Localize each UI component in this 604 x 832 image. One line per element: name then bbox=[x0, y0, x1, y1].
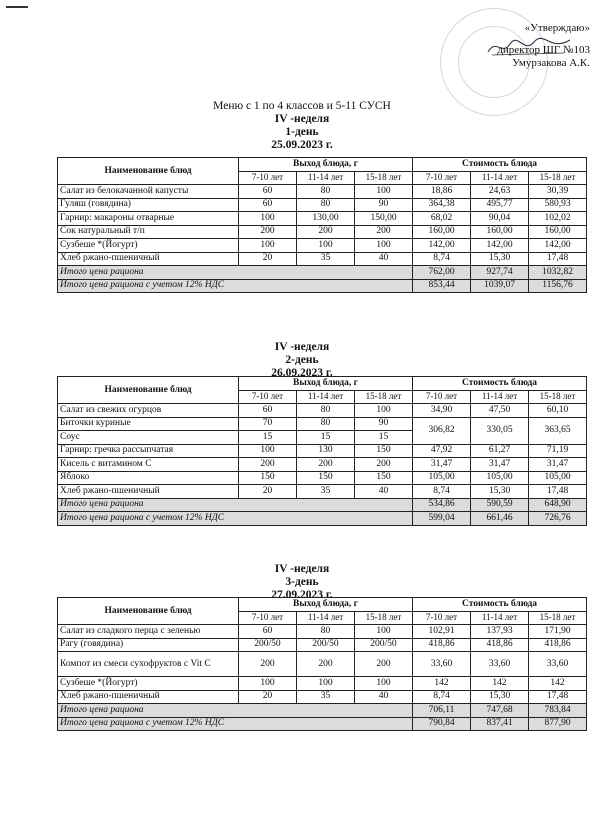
vat-total-cell: 1039,07 bbox=[471, 279, 529, 293]
total-row bbox=[58, 498, 587, 512]
vat-total-label: Итого цена рациона с учетом 12% НДС bbox=[58, 717, 413, 731]
output-cell: 150 bbox=[355, 471, 413, 485]
header-age: 7-10 лет bbox=[239, 390, 297, 404]
header-age: 15-18 лет bbox=[529, 171, 587, 185]
cost-cell: 24,63 bbox=[471, 185, 529, 199]
header-age: 15-18 лет bbox=[529, 390, 587, 404]
cost-cell: 495,77 bbox=[471, 198, 529, 212]
day3-day: 3-день bbox=[285, 576, 319, 588]
header-age: 7-10 лет bbox=[413, 171, 471, 185]
dish-name: Салат из белокачанной капусты bbox=[58, 185, 239, 199]
cost-cell: 142 bbox=[413, 677, 471, 691]
vat-total-label: Итого цена рациона с учетом 12% НДС bbox=[58, 512, 413, 526]
output-cell: 80 bbox=[297, 404, 355, 418]
header-dish-name: Наименование блюд bbox=[58, 377, 239, 404]
output-cell: 80 bbox=[297, 198, 355, 212]
output-cell: 40 bbox=[355, 485, 413, 499]
output-cell: 100 bbox=[355, 239, 413, 253]
merged-cost-cell: 363,65 bbox=[529, 417, 587, 444]
output-cell: 100 bbox=[355, 677, 413, 691]
dish-name: Сок натуральный т/п bbox=[58, 225, 239, 239]
cost-cell: 142,00 bbox=[529, 239, 587, 253]
header-age: 7-10 лет bbox=[413, 390, 471, 404]
output-cell: 130 bbox=[297, 444, 355, 458]
output-cell: 100 bbox=[355, 625, 413, 639]
cost-cell: 47,92 bbox=[413, 444, 471, 458]
header-output: Выход блюда, г bbox=[239, 598, 413, 612]
header-age: 15-18 лет bbox=[355, 390, 413, 404]
day2-week: IV -неделя bbox=[274, 341, 330, 353]
output-cell: 200 bbox=[355, 458, 413, 472]
cost-cell: 33,60 bbox=[471, 652, 529, 677]
cost-cell: 61,27 bbox=[471, 444, 529, 458]
output-cell: 200 bbox=[239, 225, 297, 239]
day2-date: 26.09.2023 г. bbox=[271, 367, 333, 379]
cost-cell: 142 bbox=[529, 677, 587, 691]
day2-day: 2-день bbox=[285, 354, 319, 366]
dish-name: Хлеб ржано-пшеничный bbox=[58, 252, 239, 266]
cost-cell: 68,02 bbox=[413, 212, 471, 226]
output-cell: 60 bbox=[239, 625, 297, 639]
cost-cell: 105,00 bbox=[471, 471, 529, 485]
output-cell: 20 bbox=[239, 252, 297, 266]
header-age: 7-10 лет bbox=[239, 611, 297, 625]
output-cell: 150 bbox=[239, 471, 297, 485]
approval-line-1: «Утверждаю» bbox=[524, 22, 590, 34]
output-cell: 90 bbox=[355, 417, 413, 431]
cost-cell: 580,93 bbox=[529, 198, 587, 212]
dish-name: Соус bbox=[58, 431, 239, 445]
header-age: 11-14 лет bbox=[297, 611, 355, 625]
vat-total-cell: 877,90 bbox=[529, 717, 587, 731]
vat-total-cell: 726,76 bbox=[529, 512, 587, 526]
output-cell: 35 bbox=[297, 690, 355, 704]
output-cell: 100 bbox=[239, 212, 297, 226]
output-cell: 100 bbox=[355, 185, 413, 199]
day3-menu-table bbox=[57, 597, 587, 731]
table-row bbox=[58, 458, 587, 472]
cost-cell: 17,48 bbox=[529, 485, 587, 499]
table-row bbox=[58, 252, 587, 266]
output-cell: 15 bbox=[297, 431, 355, 445]
vat-total-row bbox=[58, 717, 587, 731]
cost-cell: 142,00 bbox=[471, 239, 529, 253]
table-row bbox=[58, 638, 587, 652]
output-cell: 35 bbox=[297, 252, 355, 266]
day3-week: IV -неделя bbox=[274, 563, 330, 575]
cost-cell: 160,00 bbox=[413, 225, 471, 239]
output-cell: 150 bbox=[355, 444, 413, 458]
table-row bbox=[58, 444, 587, 458]
vat-total-cell: 661,46 bbox=[471, 512, 529, 526]
table-row bbox=[58, 690, 587, 704]
output-cell: 60 bbox=[239, 185, 297, 199]
top-rule bbox=[6, 6, 28, 8]
output-cell: 60 bbox=[239, 198, 297, 212]
doc-title: Меню с 1 по 4 классов и 5-11 СУСН bbox=[213, 100, 391, 112]
day3-date: 27.09.2023 г. bbox=[271, 589, 333, 601]
table-row bbox=[58, 652, 587, 677]
dish-name: Биточки куриные bbox=[58, 417, 239, 431]
header-output: Выход блюда, г bbox=[239, 377, 413, 391]
cost-cell: 142 bbox=[471, 677, 529, 691]
day1-heading bbox=[0, 100, 604, 152]
cost-cell: 160,00 bbox=[529, 225, 587, 239]
day1-menu-table bbox=[57, 157, 587, 293]
header-age: 7-10 лет bbox=[413, 611, 471, 625]
total-row bbox=[58, 266, 587, 280]
header-age: 11-14 лет bbox=[471, 611, 529, 625]
vat-total-cell: 1156,76 bbox=[529, 279, 587, 293]
output-cell: 200 bbox=[297, 652, 355, 677]
cost-cell: 60,10 bbox=[529, 404, 587, 418]
day2-menu-table bbox=[57, 376, 587, 526]
table-row bbox=[58, 239, 587, 253]
total-cell: 927,74 bbox=[471, 266, 529, 280]
output-cell: 80 bbox=[297, 625, 355, 639]
dish-name: Яблоко bbox=[58, 471, 239, 485]
table-row bbox=[58, 677, 587, 691]
cost-cell: 160,00 bbox=[471, 225, 529, 239]
cost-cell: 8,74 bbox=[413, 690, 471, 704]
dish-name: Гуляш (говядина) bbox=[58, 198, 239, 212]
cost-cell: 18,86 bbox=[413, 185, 471, 199]
cost-cell: 8,74 bbox=[413, 252, 471, 266]
output-cell: 100 bbox=[239, 677, 297, 691]
cost-cell: 47,50 bbox=[471, 404, 529, 418]
output-cell: 100 bbox=[297, 677, 355, 691]
output-cell: 80 bbox=[297, 185, 355, 199]
cost-cell: 31,47 bbox=[471, 458, 529, 472]
header-cost: Стоимость блюда bbox=[413, 158, 587, 172]
table-row bbox=[58, 404, 587, 418]
cost-cell: 33,60 bbox=[413, 652, 471, 677]
header-dish-name: Наименование блюд bbox=[58, 158, 239, 185]
header-age: 11-14 лет bbox=[297, 171, 355, 185]
cost-cell: 102,91 bbox=[413, 625, 471, 639]
cost-cell: 171,90 bbox=[529, 625, 587, 639]
table-row bbox=[58, 485, 587, 499]
total-cell: 747,68 bbox=[471, 704, 529, 718]
output-cell: 40 bbox=[355, 690, 413, 704]
header-age: 15-18 лет bbox=[355, 171, 413, 185]
dish-name: Гарнир: гречка рассыпчатая bbox=[58, 444, 239, 458]
day1-day: 1-день bbox=[285, 126, 319, 138]
approval-line-2: директор ШГ №103 bbox=[497, 43, 590, 56]
output-cell: 200 bbox=[239, 652, 297, 677]
cost-cell: 17,48 bbox=[529, 690, 587, 704]
dish-name: Хлеб ржано-пшеничный bbox=[58, 485, 239, 499]
day2-heading bbox=[0, 341, 604, 380]
dish-name: Сузбеше *(Йогурт) bbox=[58, 677, 239, 691]
cost-cell: 8,74 bbox=[413, 485, 471, 499]
dish-name: Кисель с витамином С bbox=[58, 458, 239, 472]
output-cell: 200 bbox=[239, 458, 297, 472]
output-cell: 90 bbox=[355, 198, 413, 212]
total-label: Итого цена рациона bbox=[58, 498, 413, 512]
output-cell: 20 bbox=[239, 485, 297, 499]
output-cell: 35 bbox=[297, 485, 355, 499]
header-cost: Стоимость блюда bbox=[413, 598, 587, 612]
day1-date: 25.09.2023 г. bbox=[271, 139, 333, 151]
cost-cell: 418,86 bbox=[413, 638, 471, 652]
total-cell: 1032,82 bbox=[529, 266, 587, 280]
header-dish-name: Наименование блюд bbox=[58, 598, 239, 625]
dish-name: Салат из свежих огурцов bbox=[58, 404, 239, 418]
cost-cell: 137,93 bbox=[471, 625, 529, 639]
day1-week: IV -неделя bbox=[274, 113, 330, 125]
output-cell: 200/50 bbox=[239, 638, 297, 652]
output-cell: 150 bbox=[297, 471, 355, 485]
total-cell: 590,59 bbox=[471, 498, 529, 512]
table-row bbox=[58, 198, 587, 212]
table-row bbox=[58, 625, 587, 639]
header-output: Выход блюда, г bbox=[239, 158, 413, 172]
total-cell: 648,90 bbox=[529, 498, 587, 512]
header-age: 15-18 лет bbox=[529, 611, 587, 625]
dish-name: Гарнир: макароны отварные bbox=[58, 212, 239, 226]
cost-cell: 90,04 bbox=[471, 212, 529, 226]
output-cell: 20 bbox=[239, 690, 297, 704]
table-row bbox=[58, 212, 587, 226]
merged-cost-cell: 306,82 bbox=[413, 417, 471, 444]
output-cell: 100 bbox=[355, 404, 413, 418]
dish-name: Сузбеше *(Йогурт) bbox=[58, 239, 239, 253]
output-cell: 200 bbox=[297, 458, 355, 472]
cost-cell: 102,02 bbox=[529, 212, 587, 226]
output-cell: 150,00 bbox=[355, 212, 413, 226]
cost-cell: 142,00 bbox=[413, 239, 471, 253]
cost-cell: 15,30 bbox=[471, 252, 529, 266]
vat-total-row bbox=[58, 279, 587, 293]
cost-cell: 31,47 bbox=[413, 458, 471, 472]
cost-cell: 30,39 bbox=[529, 185, 587, 199]
cost-cell: 15,30 bbox=[471, 485, 529, 499]
cost-cell: 31,47 bbox=[529, 458, 587, 472]
header-age: 11-14 лет bbox=[297, 390, 355, 404]
cost-cell: 17,48 bbox=[529, 252, 587, 266]
cost-cell: 33,60 bbox=[529, 652, 587, 677]
dish-name: Компот из смеси сухофруктов с Vit С bbox=[58, 652, 239, 677]
header-age: 15-18 лет bbox=[355, 611, 413, 625]
cost-cell: 418,86 bbox=[471, 638, 529, 652]
dish-name: Рагу (говядина) bbox=[58, 638, 239, 652]
table-row bbox=[58, 225, 587, 239]
output-cell: 100 bbox=[239, 444, 297, 458]
table-row bbox=[58, 471, 587, 485]
table-row bbox=[58, 185, 587, 199]
header-age: 11-14 лет bbox=[471, 171, 529, 185]
cost-cell: 71,19 bbox=[529, 444, 587, 458]
total-label: Итого цена рациона bbox=[58, 704, 413, 718]
cost-cell: 15,30 bbox=[471, 690, 529, 704]
merged-cost-cell: 330,05 bbox=[471, 417, 529, 444]
approval-line-3: Умурзакова А.К. bbox=[512, 57, 590, 69]
output-cell: 40 bbox=[355, 252, 413, 266]
output-cell: 80 bbox=[297, 417, 355, 431]
total-cell: 706,11 bbox=[413, 704, 471, 718]
total-cell: 762,00 bbox=[413, 266, 471, 280]
output-cell: 200/50 bbox=[297, 638, 355, 652]
output-cell: 200 bbox=[297, 225, 355, 239]
vat-total-cell: 837,41 bbox=[471, 717, 529, 731]
output-cell: 130,00 bbox=[297, 212, 355, 226]
cost-cell: 105,00 bbox=[529, 471, 587, 485]
header-age: 7-10 лет bbox=[239, 171, 297, 185]
header-cost: Стоимость блюда bbox=[413, 377, 587, 391]
output-cell: 200 bbox=[355, 652, 413, 677]
output-cell: 200/50 bbox=[355, 638, 413, 652]
total-cell: 534,86 bbox=[413, 498, 471, 512]
output-cell: 15 bbox=[355, 431, 413, 445]
vat-total-cell: 599,04 bbox=[413, 512, 471, 526]
output-cell: 15 bbox=[239, 431, 297, 445]
vat-total-label: Итого цена рациона с учетом 12% НДС bbox=[58, 279, 413, 293]
vat-total-cell: 853,44 bbox=[413, 279, 471, 293]
output-cell: 60 bbox=[239, 404, 297, 418]
total-cell: 783,84 bbox=[529, 704, 587, 718]
cost-cell: 418,86 bbox=[529, 638, 587, 652]
output-cell: 100 bbox=[239, 239, 297, 253]
cost-cell: 105,00 bbox=[413, 471, 471, 485]
vat-total-row bbox=[58, 512, 587, 526]
vat-total-cell: 790,84 bbox=[413, 717, 471, 731]
header-age: 11-14 лет bbox=[471, 390, 529, 404]
cost-cell: 34,90 bbox=[413, 404, 471, 418]
total-row bbox=[58, 704, 587, 718]
output-cell: 100 bbox=[297, 239, 355, 253]
output-cell: 200 bbox=[355, 225, 413, 239]
total-label: Итого цена рациона bbox=[58, 266, 413, 280]
dish-name: Салат из сладкого перца с зеленью bbox=[58, 625, 239, 639]
approval-block bbox=[430, 22, 590, 71]
table-row bbox=[58, 417, 587, 431]
output-cell: 70 bbox=[239, 417, 297, 431]
cost-cell: 364,38 bbox=[413, 198, 471, 212]
dish-name: Хлеб ржано-пшеничный bbox=[58, 690, 239, 704]
